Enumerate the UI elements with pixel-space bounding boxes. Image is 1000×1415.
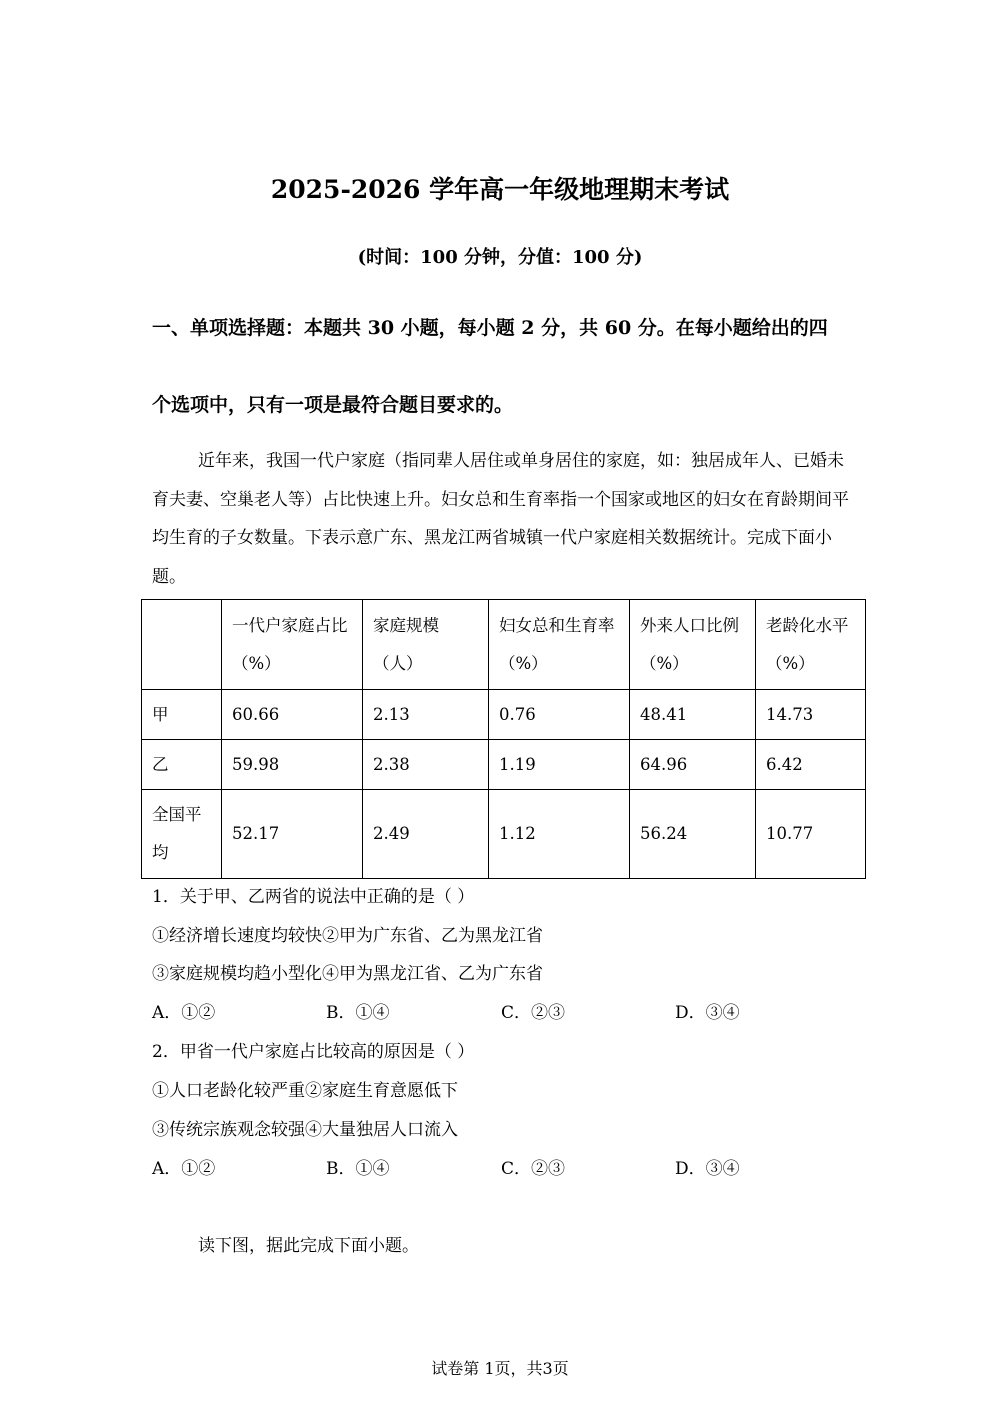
data-table	[141, 599, 866, 879]
question-2-stem: 2．甲省一代户家庭占比较高的原因是（ ）	[152, 1042, 475, 1062]
question-2-option-b[interactable]: B．①④	[326, 1159, 390, 1179]
question-2-option-c[interactable]: C．②③	[501, 1159, 566, 1179]
question-2-option-a[interactable]: A．①②	[152, 1159, 216, 1179]
table-cell: 64.96	[630, 740, 756, 790]
question-1-statement-2: ③家庭规模均趋小型化④甲为黑龙江省、乙为广东省	[152, 964, 543, 984]
question-1-option-c[interactable]: C．②③	[501, 1003, 566, 1023]
table-cell: 全国平均	[142, 790, 222, 879]
table-header-cell: 老龄化水平（%）	[756, 600, 866, 690]
read-figure-prompt: 读下图，据此完成下面小题。	[198, 1236, 419, 1256]
table-cell: 1.19	[489, 740, 630, 790]
table-row	[142, 790, 866, 879]
table-cell: 甲	[142, 690, 222, 740]
question-2-statement-1: ①人口老龄化较严重②家庭生育意愿低下	[152, 1081, 458, 1101]
table-cell: 52.17	[222, 790, 363, 879]
table-cell: 14.73	[756, 690, 866, 740]
table-cell: 60.66	[222, 690, 363, 740]
section-heading-line-1: 一、单项选择题：本题共 30 小题，每小题 2 分，共 60 分。在每小题给出的四	[152, 317, 828, 339]
table-header-cell	[142, 600, 222, 690]
table-cell: 59.98	[222, 740, 363, 790]
page-footer: 试卷第 1页，共3页	[431, 1359, 569, 1378]
question-1-statement-1: ①经济增长速度均较快②甲为广东省、乙为黑龙江省	[152, 926, 543, 946]
table-cell: 2.13	[363, 690, 489, 740]
table-cell: 2.38	[363, 740, 489, 790]
table-cell: 10.77	[756, 790, 866, 879]
table-header-cell: 一代户家庭占比（%）	[222, 600, 363, 690]
table-cell: 1.12	[489, 790, 630, 879]
table-header-cell: 妇女总和生育率（%）	[489, 600, 630, 690]
table-cell: 6.42	[756, 740, 866, 790]
table-header-cell: 外来人口比例（%）	[630, 600, 756, 690]
table-header-cell: 家庭规模（人）	[363, 600, 489, 690]
question-2-statement-2: ③传统宗族观念较强④大量独居人口流入	[152, 1120, 458, 1140]
table-header-row	[142, 600, 866, 690]
table-cell: 0.76	[489, 690, 630, 740]
exam-title: 2025-2026 学年高一年级地理期末考试	[270, 175, 730, 204]
section-heading-line-2: 个选项中，只有一项是最符合题目要求的。	[152, 394, 514, 416]
table-cell: 乙	[142, 740, 222, 790]
table-cell: 48.41	[630, 690, 756, 740]
question-2-option-d[interactable]: D．③④	[675, 1159, 740, 1179]
intro-text: 近年来，我国一代户家庭（指同辈人居住或单身居住的家庭，如：独居成年人、已婚未育夫妻、空巢老人等）占比快速上升。妇女总和生育率指一个国家或地区的妇女在育龄期间平均生育的子女数量。下表示意广东、黑龙江两省城镇一代户家庭相关数据统计。完成下面小题。	[152, 451, 849, 587]
question-1-option-b[interactable]: B．①④	[326, 1003, 390, 1023]
table-row	[142, 740, 866, 790]
table-row	[142, 690, 866, 740]
question-1-option-a[interactable]: A．①②	[152, 1003, 216, 1023]
exam-subtitle: (时间：100 分钟，分值：100 分)	[357, 247, 643, 268]
table-cell: 56.24	[630, 790, 756, 879]
question-1-stem: 1．关于甲、乙两省的说法中正确的是（ ）	[152, 887, 475, 907]
table-cell: 2.49	[363, 790, 489, 879]
question-1-option-d[interactable]: D．③④	[675, 1003, 740, 1023]
intro-paragraph	[152, 442, 852, 596]
